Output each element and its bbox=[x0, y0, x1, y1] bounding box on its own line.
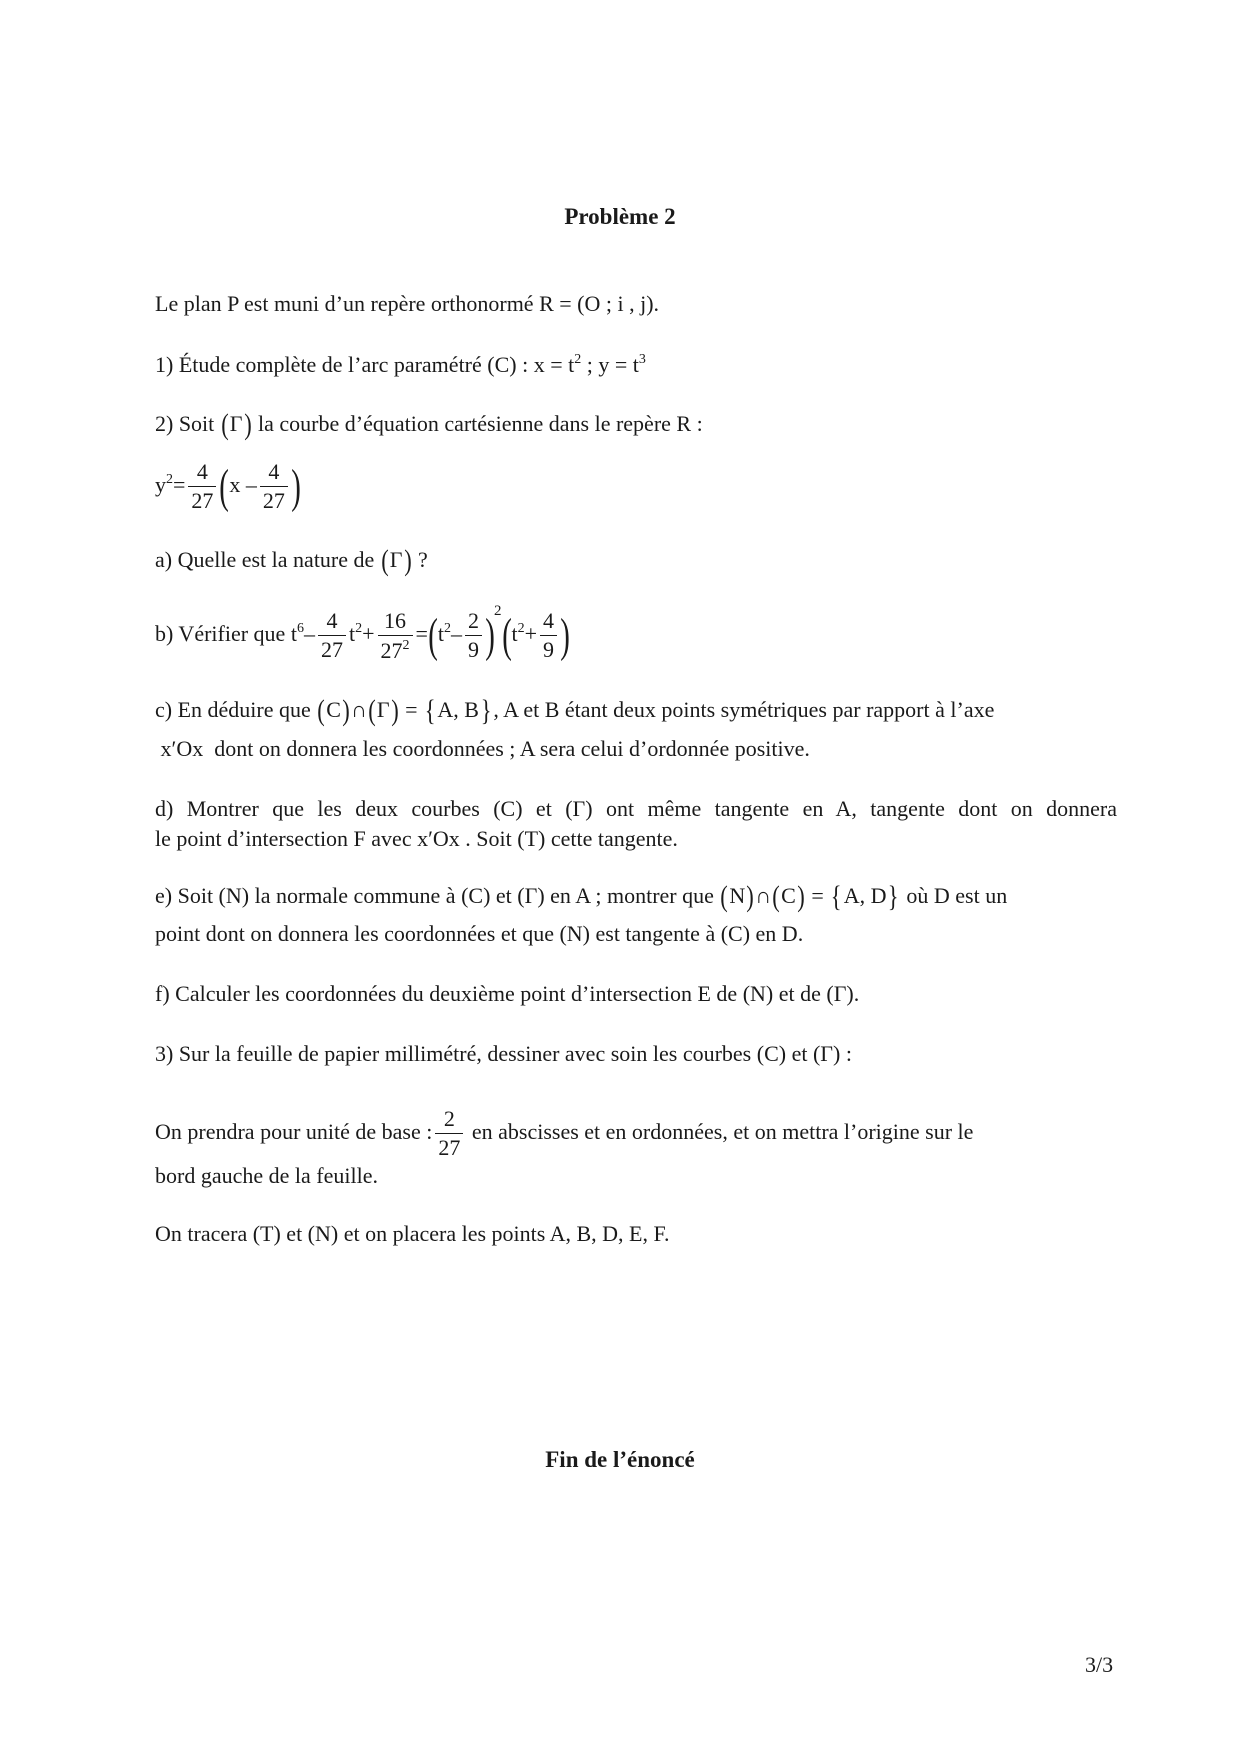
fraction-4-27: $\frac{4}{27}$ bbox=[188, 461, 216, 512]
end-of-statement: Fin de l’énoncé bbox=[545, 1447, 695, 1472]
problem-title: Problème 2 bbox=[564, 204, 676, 229]
question-2: 2) Soit (Γ) la courbe d’équation cartésienne dans le repère R : bbox=[155, 408, 703, 441]
question-f: f) Calculer les coordonnées du deuxième point d’intersection E de (N) et de (Γ). bbox=[155, 981, 860, 1006]
fraction-2-9: $\frac{2}{9}$ bbox=[465, 610, 482, 661]
question-e-line1: e) Soit (N) la normale commune à (C) et (Γ) en A ; montrer que (N)∩(C) = {A, D} où D est un bbox=[155, 880, 1008, 913]
eq-lhs: $y^2=$ bbox=[155, 472, 186, 497]
question-c-line2: x′Ox dont on donnera les coordonnées ; A sera celui d’ordonnée positive. bbox=[160, 736, 810, 761]
question-1: 1) Étude complète de l’arc paramétré (C) : $x = t^2$ ; $y = t^3$ bbox=[155, 352, 646, 377]
question-3: 3) Sur la feuille de papier millimétré, dessiner avec soin les courbes (C) et (Γ) : bbox=[155, 1041, 852, 1066]
question-d-line2: le point d’intersection F avec x′Ox . Soit (T) cette tangente. bbox=[155, 826, 678, 851]
question-a: a) Quelle est la nature de (Γ) ? bbox=[155, 544, 428, 577]
question-d-line1: d) Montrer que les deux courbes (C) et (Γ) ont même tangente en A, tangente dont on donnera bbox=[155, 796, 1117, 821]
fraction-16-27sq: $\frac{16}{27^2}$ bbox=[378, 610, 413, 662]
unit-line2: bord gauche de la feuille. bbox=[155, 1163, 378, 1188]
question-c-line1: c) En déduire que (C)∩(Γ) = {A, B}, A et B étant deux points symétriques par rapport à l’axe bbox=[155, 694, 995, 727]
fraction-2-27: $\frac{2}{27}$ bbox=[435, 1108, 463, 1159]
equation-gamma: $y^2=$ $\frac{4}{27}$ (x – $\frac{4}{27}$ ) bbox=[155, 448, 1117, 512]
intro-text: Le plan P est muni d’un repère orthonormé R = (O ; i , j). bbox=[155, 291, 660, 316]
question-b: b) Vérifier que $t^6-$ $\frac{4}{27}$ $t^2+$ $\frac{16}{27^2}$ $=(t^2-$ $\frac{2}{9}$ )$^2(t^2+$ $\frac{4}{9}$ ) bbox=[155, 603, 570, 663]
question-e-line2: point dont on donnera les coordonnées et que (N) est tangente à (C) en D. bbox=[155, 921, 804, 946]
fraction-4-27-c: $\frac{4}{27}$ bbox=[318, 610, 346, 661]
page-number: 3/3 bbox=[1085, 1652, 1114, 1677]
unit-line1: On prendra pour unité de base : $\frac{2}{27}$ en abscisses et en ordonnées, et on mettra l’origine sur le bbox=[155, 1106, 974, 1161]
fraction-4-27-b: $\frac{4}{27}$ bbox=[260, 461, 288, 512]
trace-instruction: On tracera (T) et (N) et on placera les points A, B, D, E, F. bbox=[155, 1221, 670, 1246]
fraction-4-9: $\frac{4}{9}$ bbox=[540, 610, 557, 661]
